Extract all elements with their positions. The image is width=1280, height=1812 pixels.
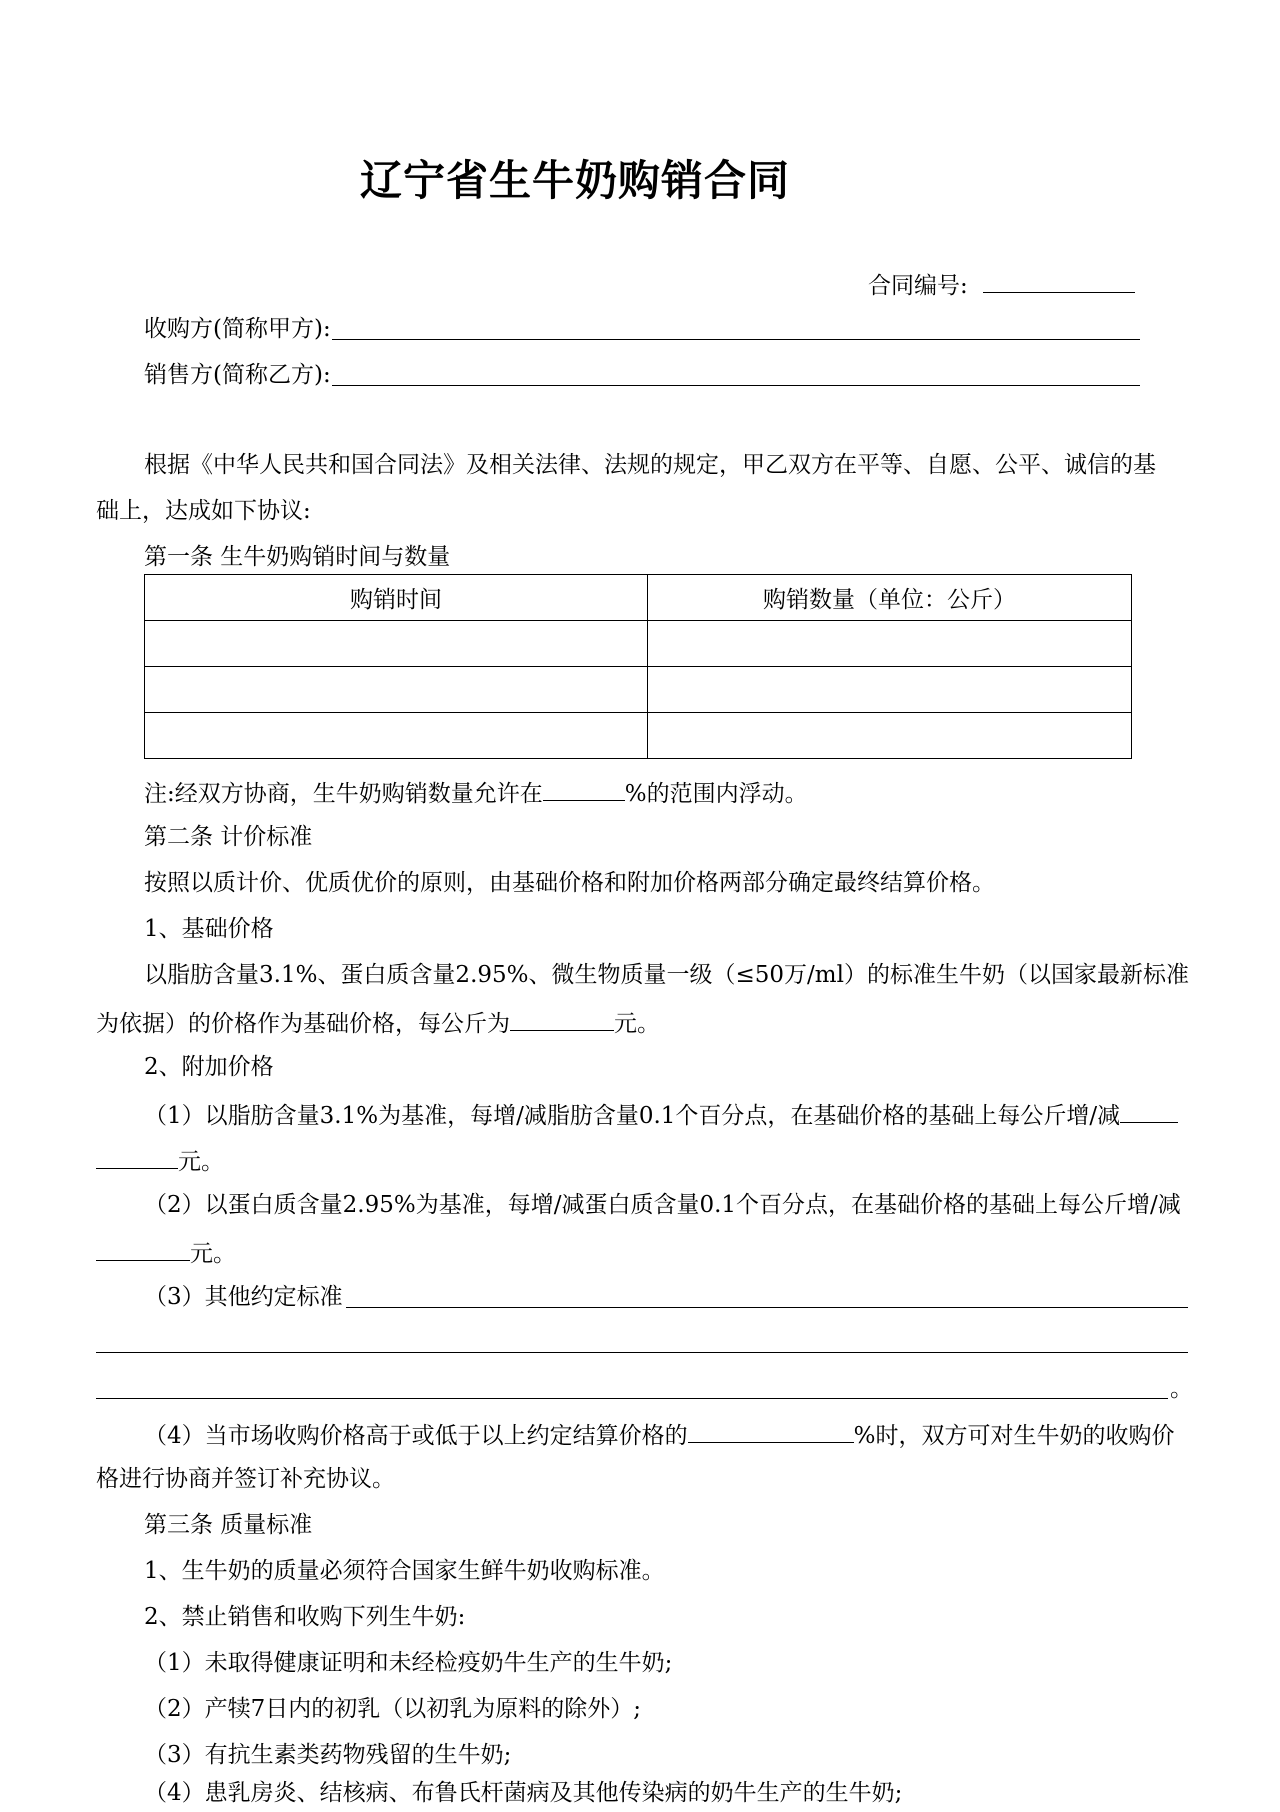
fat-line-2 — [96, 1144, 224, 1177]
contract-number-blank[interactable] — [983, 268, 1135, 293]
base-price-blank[interactable] — [510, 1006, 614, 1031]
table-cell-time[interactable] — [145, 667, 648, 713]
table-header-time: 购销时间 — [145, 575, 648, 621]
protein-line-1: （2）以蛋白质含量2.95%为基准，每增/减蛋白质含量0.1个百分点，在基础价格的基础上每公斤增/减 — [144, 1192, 1181, 1218]
market-prefix: （4）当市场收购价格高于或低于以上约定结算价格的 — [144, 1423, 688, 1449]
protein-line-2 — [96, 1236, 236, 1269]
fat-blank-a[interactable] — [1120, 1098, 1178, 1123]
party-a-label: 收购方(简称甲方): — [144, 316, 331, 342]
base-price-prefix: 为依据）的价格作为基础价格，每公斤为 — [96, 1011, 510, 1037]
fat-text: （1）以脂肪含量3.1%为基准，每增/减脂肪含量0.1个百分点，在基础价格的基础上每公斤增/减 — [144, 1103, 1121, 1129]
contract-title: 辽宁省生牛奶购销合同 — [359, 156, 790, 205]
table-row — [145, 713, 1132, 759]
quality-item-1: 1、生牛奶的质量必须符合国家生鲜牛奶收购标准。 — [144, 1558, 665, 1584]
note-suffix: %的范围内浮动。 — [624, 781, 808, 807]
base-price-suffix: 元。 — [614, 1011, 660, 1037]
quantity-table — [144, 574, 1132, 759]
protein-suffix: 元。 — [190, 1241, 236, 1267]
table-header-row — [145, 575, 1132, 621]
table-cell-time[interactable] — [145, 621, 648, 667]
article-3-title: 第三条 质量标准 — [144, 1512, 313, 1538]
prohibited-item: （3）有抗生素类药物残留的生牛奶; — [144, 1742, 512, 1768]
fat-suffix: 元。 — [178, 1149, 224, 1175]
other-standard-label: （3）其他约定标准 — [144, 1284, 343, 1310]
prohibited-item: （1）未取得健康证明和未经检疫奶牛生产的生牛奶; — [144, 1650, 673, 1676]
table-row — [145, 621, 1132, 667]
fat-line-1 — [144, 1098, 1178, 1131]
float-percent-blank[interactable] — [543, 776, 625, 801]
prohibited-item: （2）产犊7日内的初乳（以初乳为原料的除外）; — [144, 1696, 642, 1722]
table-header-quantity: 购销数量（单位：公斤） — [648, 575, 1132, 621]
prohibited-item: （4）患乳房炎、结核病、布鲁氏杆菌病及其他传染病的奶牛生产的生牛奶; — [144, 1780, 903, 1806]
protein-blank[interactable] — [96, 1236, 190, 1261]
party-b-label: 销售方(简称乙方): — [144, 362, 331, 388]
market-percent-blank[interactable] — [688, 1418, 854, 1443]
article-2-title: 第二条 计价标准 — [144, 824, 313, 850]
note-prefix: 注:经双方协商，生牛奶购销数量允许在 — [144, 781, 543, 807]
base-price-line-2 — [96, 1006, 660, 1039]
table-cell-quantity[interactable] — [648, 621, 1132, 667]
base-price-title: 1、基础价格 — [144, 916, 274, 942]
table-cell-quantity[interactable] — [648, 667, 1132, 713]
intro-line-1: 根据《中华人民共和国合同法》及相关法律、法规的规定，甲乙双方在平等、自愿、公平、诚信的基 — [144, 452, 1156, 478]
base-price-line-1: 以脂肪含量3.1%、蛋白质含量2.95%、微生物质量一级（≤50万/ml）的标准生牛奶（以国家最新标准 — [144, 962, 1189, 988]
table-cell-quantity[interactable] — [648, 713, 1132, 759]
quality-item-2: 2、禁止销售和收购下列生牛奶: — [144, 1604, 466, 1630]
table-cell-time[interactable] — [145, 713, 648, 759]
table-row — [145, 667, 1132, 713]
party-b-blank[interactable] — [332, 385, 1140, 386]
market-line-2: 格进行协商并签订补充协议。 — [96, 1466, 395, 1492]
market-line-1 — [144, 1418, 1175, 1451]
market-suffix: %时，双方可对生牛奶的收购价 — [853, 1423, 1175, 1449]
other-standard-period: 。 — [1170, 1376, 1193, 1402]
contract-number-field — [868, 268, 1135, 301]
contract-number-label: 合同编号: — [868, 273, 968, 299]
extra-price-title: 2、附加价格 — [144, 1054, 274, 1080]
other-standard-blank-1[interactable] — [346, 1307, 1188, 1308]
party-a-blank[interactable] — [332, 339, 1140, 340]
pricing-intro: 按照以质计价、优质优价的原则，由基础价格和附加价格两部分确定最终结算价格。 — [144, 870, 995, 896]
intro-line-2: 础上，达成如下协议: — [96, 498, 311, 524]
other-standard-blank-3[interactable] — [96, 1398, 1168, 1399]
other-standard-blank-2[interactable] — [96, 1352, 1188, 1353]
article-1-title: 第一条 生牛奶购销时间与数量 — [144, 544, 451, 570]
fat-blank-b[interactable] — [96, 1144, 178, 1169]
quantity-note — [144, 776, 808, 809]
